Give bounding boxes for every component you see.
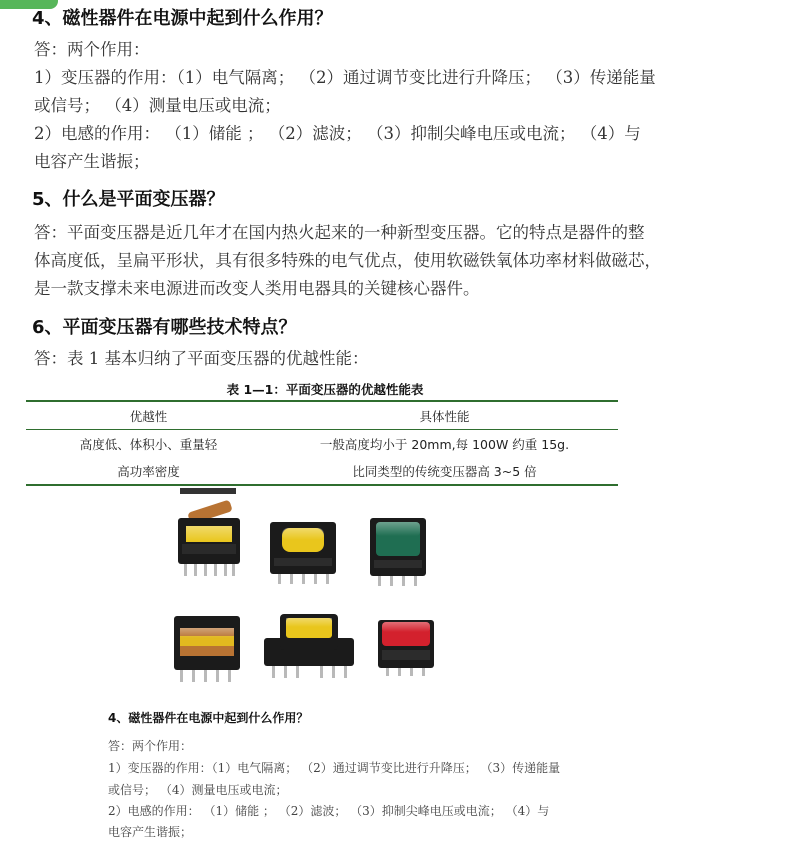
performance-table xyxy=(26,400,618,486)
answer-line: 1）变压器的作用：（1）电气隔离； （2）通过调节变比进行升降压； （3）传递能量 xyxy=(34,68,656,87)
answer-line-repeat: 电容产生谐振； xyxy=(108,825,193,839)
heading-q6: 6、平面变压器有哪些技术特点？ xyxy=(32,317,297,338)
answer-line-repeat: 或信号； （4）测量电压或电流； xyxy=(108,783,288,797)
answer-line: 答：两个作用： xyxy=(34,40,150,59)
table-header-cell: 具体性能 xyxy=(419,408,470,424)
heading-q4-repeat: 4、磁性器件在电源中起到什么作用？ xyxy=(108,711,309,725)
table-row xyxy=(26,457,618,485)
table-caption: 表 1—1：平面变压器的优越性能表 xyxy=(226,382,424,397)
transformer-green-core xyxy=(370,518,426,586)
answer-line: 是一款支撑未来电源进而改变人类用电器具的关键核心器件。 xyxy=(34,279,480,298)
heading-q4: 4、磁性器件在电源中起到什么作用？ xyxy=(32,8,333,29)
table-cell: 高度低、体积小、重量轻 xyxy=(79,436,218,452)
answer-line-repeat: 答：两个作用： xyxy=(108,739,193,753)
transformer-yellow-core xyxy=(270,522,336,584)
answer-line: 答：表 1 基本归纳了平面变压器的优越性能： xyxy=(34,349,369,368)
answer-line: 电容产生谐振； xyxy=(34,152,150,171)
answer-line: 体高度低，呈扁平形状，具有很多特殊的电气优点，使用软磁铁氧体功率材料做磁芯， xyxy=(34,251,661,270)
answer-line-repeat: 1）变压器的作用：（1）电气隔离； （2）通过调节变比进行升降压； （3）传递能量 xyxy=(108,761,561,775)
transformer-wide-yellow xyxy=(264,614,354,678)
answer-line-repeat: 2）电感的作用： （1）储能 ； （2）滤波； （3）抑制尖峰电压或电流； （4）与 xyxy=(108,804,550,818)
answer-line: 2）电感的作用： （1）储能 ； （2）滤波； （3）抑制尖峰电压或电流； （4）与 xyxy=(34,124,641,143)
transformers-photo xyxy=(160,488,460,698)
table-header-cell: 优越性 xyxy=(129,408,168,424)
transformer-red-core xyxy=(378,620,434,676)
transformer-copper-yellow xyxy=(178,488,240,576)
table-cell: 高功率密度 xyxy=(117,463,180,479)
table-header-row xyxy=(26,401,618,430)
table-cell: 比同类型的传统变压器高 3~5 倍 xyxy=(352,463,537,479)
heading-q5: 5、什么是平面变压器？ xyxy=(32,189,225,210)
table-row xyxy=(26,430,618,458)
table-cell: 一般高度均小于 20mm,每 100W 约重 15g. xyxy=(319,436,570,452)
answer-line: 答：平面变压器是近几年才在国内热火起来的一种新型变压器。它的特点是器件的整 xyxy=(34,223,645,242)
transformer-copper-coil xyxy=(174,616,240,682)
answer-line: 或信号； （4）测量电压或电流； xyxy=(34,96,281,115)
